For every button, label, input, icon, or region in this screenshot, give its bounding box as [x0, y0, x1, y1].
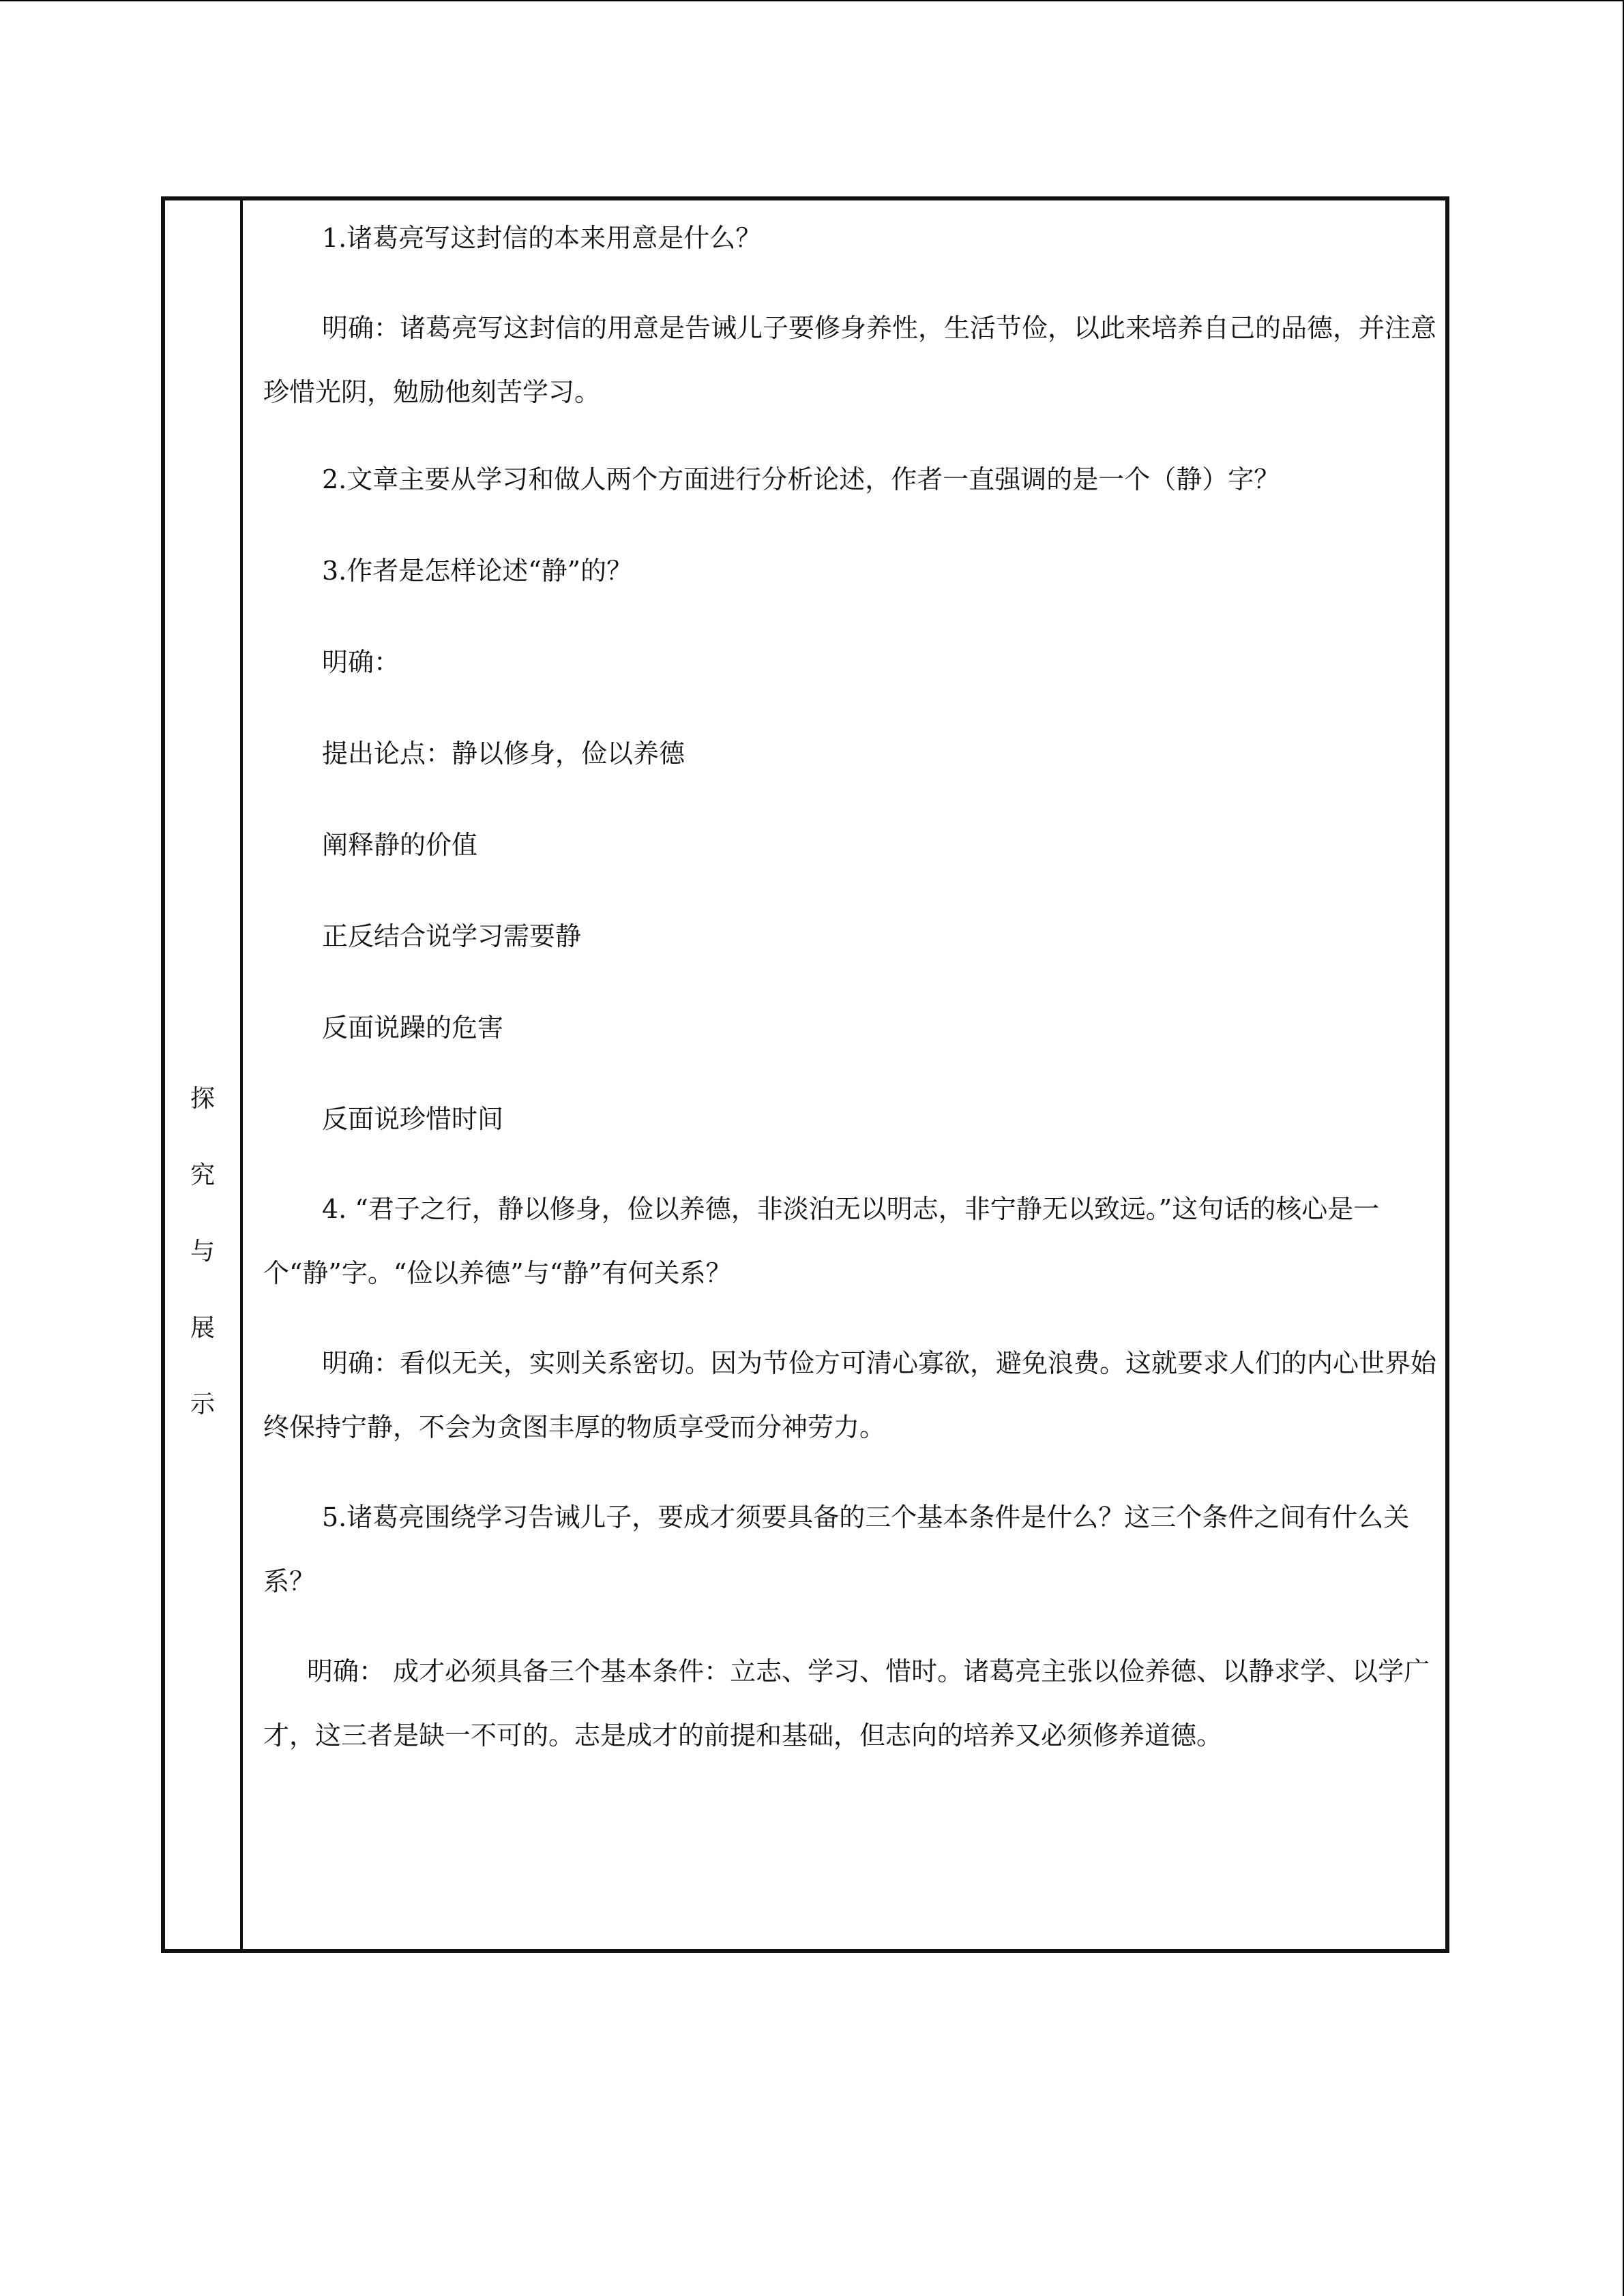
question-4: 4. “君子之行，静以修身，俭以养德，非淡泊无以明志，非宁静无以致远。”这句话的核心是一个“静”字。“俭以养德”与“静”有何关系？: [263, 1194, 1380, 1288]
section-label-char: 与: [190, 1238, 215, 1266]
answer-4: 明确：看似无关，实则关系密切。因为节俭方可清心寡欲，避免浪费。这就要求人们的内心世界始终保持宁静，不会为贪图丰厚的物质享受而分神劳力。: [263, 1348, 1437, 1442]
question-3: 3.作者是怎样论述“静”的？: [322, 556, 633, 586]
answer-3-point: 阐释静的价值: [322, 830, 478, 860]
content-column: [246, 200, 1445, 1949]
page-border-top: [0, 0, 1624, 1]
answer-3-point: 正反结合说学习需要静: [322, 921, 582, 951]
answer-3-point: 提出论点：静以修身，俭以养德: [322, 739, 685, 769]
question-2: 2.文章主要从学习和做人两个方面进行分析论述，作者一直强调的是一个（静）字？: [322, 464, 1280, 494]
section-label-column: [165, 200, 243, 1949]
section-label-char: 示: [190, 1390, 215, 1418]
answer-1: 明确：诸葛亮写这封信的用意是告诫儿子要修身养性，生活节俭，以此来培养自己的品德，并注意珍惜光阴，勉励他刻苦学习。: [263, 313, 1437, 407]
answer-3-label: 明确：: [322, 647, 400, 677]
answer-5: 明确： 成才必须具备三个基本条件：立志、学习、惜时。诸葛亮主张以俭养德、以静求学、以学广才，这三者是缺一不可的。志是成才的前提和基础，但志向的培养又必须修养道德。: [263, 1656, 1430, 1750]
section-label-char: 探: [190, 1085, 215, 1113]
answer-3-point: 反面说珍惜时间: [322, 1104, 504, 1134]
question-1: 1.诸葛亮写这封信的本来用意是什么？: [322, 223, 762, 253]
question-5: 5.诸葛亮围绕学习告诫儿子，要成才须要具备的三个基本条件是什么？这三个条件之间有什么关系？: [263, 1502, 1410, 1596]
answer-3-point: 反面说躁的危害: [322, 1013, 504, 1043]
section-label-char: 展: [190, 1314, 215, 1342]
section-label-char: 究: [190, 1161, 215, 1189]
lesson-table: [161, 196, 1449, 1953]
